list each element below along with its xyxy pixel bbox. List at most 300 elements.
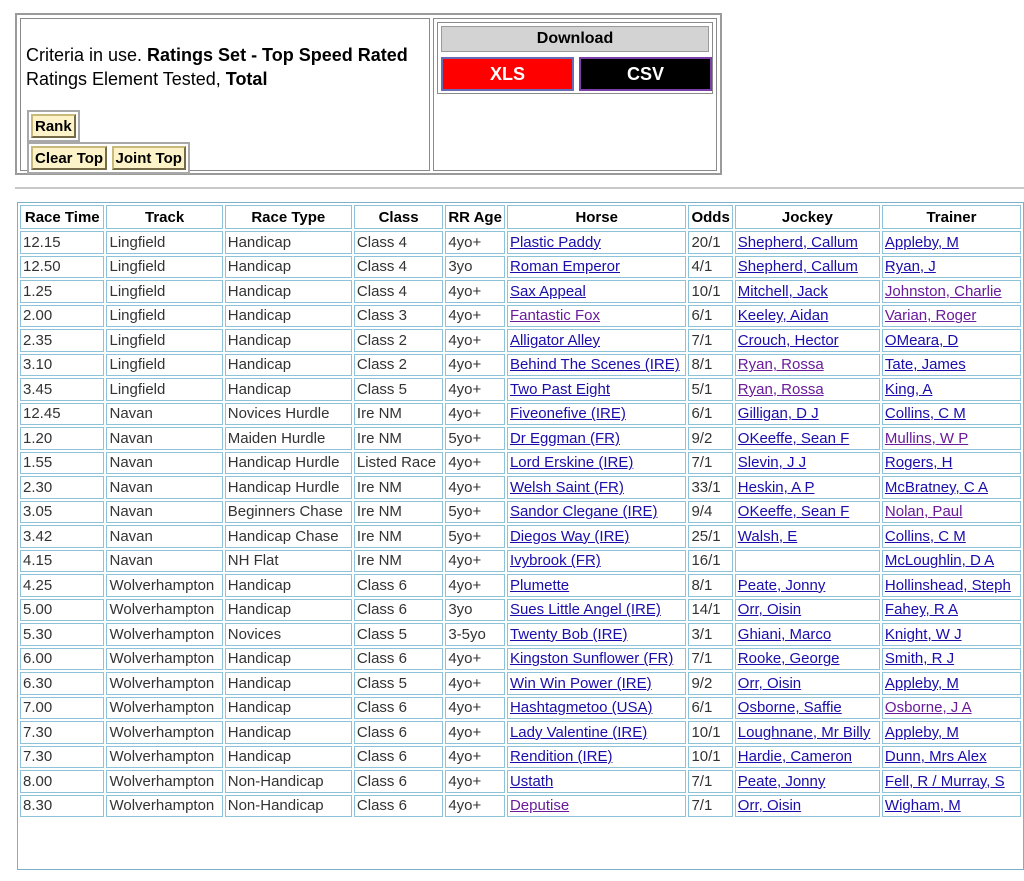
jockey-link[interactable]: Crouch, Hector — [737, 331, 839, 349]
cell-trainer — [882, 574, 1021, 597]
trainer-link[interactable]: Varian, Roger — [884, 307, 977, 325]
trainer-link[interactable]: Hollinshead, Steph — [884, 576, 1011, 594]
cell-race-time: 2.35 — [20, 329, 104, 352]
horse-link[interactable]: Plumette — [509, 576, 570, 594]
table-row — [20, 623, 1021, 646]
cell-jockey — [735, 599, 880, 622]
cell-race-time: 4.15 — [20, 550, 104, 573]
cell-trainer — [882, 501, 1021, 524]
cell-track: Wolverhampton — [106, 795, 222, 818]
cell-odds: 10/1 — [688, 280, 732, 303]
table-row — [20, 599, 1021, 622]
cell-class: Class 4 — [354, 256, 443, 279]
cell-race-time: 2.30 — [20, 476, 104, 499]
table-row — [20, 697, 1021, 720]
cell-odds: 14/1 — [688, 599, 732, 622]
cell-race-time: 12.45 — [20, 403, 104, 426]
cell-race-time: 3.10 — [20, 354, 104, 377]
jockey-link[interactable]: Keeley, Aidan — [737, 307, 829, 325]
cell-track: Wolverhampton — [106, 623, 222, 646]
trainer-link[interactable]: King, A — [884, 380, 933, 398]
cell-odds: 9/4 — [688, 501, 732, 524]
cell-race-type: Handicap — [225, 746, 352, 769]
download-inner — [437, 22, 713, 94]
horse-link[interactable]: Hashtagmetoo (USA) — [509, 699, 653, 717]
cell-race-time: 12.15 — [20, 231, 104, 254]
cell-class: Class 6 — [354, 721, 443, 744]
horse-link[interactable]: Sues Little Angel (IRE) — [509, 601, 661, 619]
cell-track: Wolverhampton — [106, 770, 222, 793]
cell-track: Wolverhampton — [106, 648, 222, 671]
table-header-row — [20, 205, 1021, 229]
cell-trainer — [882, 623, 1021, 646]
table-row — [20, 501, 1021, 524]
table-row — [20, 525, 1021, 548]
horse-link[interactable]: Dr Eggman (FR) — [509, 429, 620, 447]
jockey-link[interactable]: Ghiani, Marco — [737, 625, 832, 643]
cell-jockey — [735, 574, 880, 597]
cell-class: Ire NM — [354, 525, 443, 548]
horse-link[interactable]: Kingston Sunflower (FR) — [509, 650, 674, 668]
column-header-trainer: Trainer — [882, 205, 1021, 229]
cell-class: Ire NM — [354, 476, 443, 499]
cell-horse — [507, 672, 687, 695]
cell-horse — [507, 697, 687, 720]
cell-rr-age: 4yo+ — [445, 795, 505, 818]
cell-track: Navan — [106, 550, 222, 573]
cell-trainer — [882, 746, 1021, 769]
table-row — [20, 770, 1021, 793]
cell-track: Lingfield — [106, 231, 222, 254]
table-row — [20, 452, 1021, 475]
cell-rr-age: 4yo+ — [445, 697, 505, 720]
cell-race-type: Handicap — [225, 329, 352, 352]
cell-odds: 3/1 — [688, 623, 732, 646]
cell-rr-age: 4yo+ — [445, 231, 505, 254]
jockey-link[interactable]: Shepherd, Callum — [737, 233, 858, 251]
cell-race-type: Handicap — [225, 721, 352, 744]
cell-jockey — [735, 403, 880, 426]
cell-odds: 33/1 — [688, 476, 732, 499]
cell-jockey — [735, 648, 880, 671]
horse-link[interactable]: Fiveonefive (IRE) — [509, 405, 626, 423]
cell-race-type: NH Flat — [225, 550, 352, 573]
cell-race-type: Non-Handicap — [225, 795, 352, 818]
cell-rr-age: 4yo+ — [445, 329, 505, 352]
cell-race-time: 5.00 — [20, 599, 104, 622]
cell-track: Lingfield — [106, 280, 222, 303]
cell-trainer — [882, 721, 1021, 744]
criteria-ratings-set — [26, 45, 408, 66]
trainer-link[interactable]: Knight, W J — [884, 625, 962, 643]
cell-track: Lingfield — [106, 378, 222, 401]
horse-link[interactable]: Lord Erskine (IRE) — [509, 454, 634, 472]
jockey-link[interactable]: Orr, Oisin — [737, 674, 802, 692]
cell-class: Class 6 — [354, 770, 443, 793]
cell-jockey — [735, 231, 880, 254]
cell-jockey — [735, 501, 880, 524]
cell-race-type: Handicap — [225, 648, 352, 671]
table-row — [20, 305, 1021, 328]
jockey-link[interactable]: Ryan, Rossa — [737, 356, 824, 374]
cell-rr-age: 3yo — [445, 256, 505, 279]
cell-race-time: 7.30 — [20, 746, 104, 769]
table-body — [20, 231, 1021, 817]
cell-race-type: Handicap Hurdle — [225, 476, 352, 499]
cell-track: Wolverhampton — [106, 746, 222, 769]
cell-race-type: Non-Handicap — [225, 770, 352, 793]
trainer-link[interactable]: Nolan, Paul — [884, 503, 963, 521]
cell-race-type: Handicap Chase — [225, 525, 352, 548]
trainer-link[interactable]: Wigham, M — [884, 797, 961, 815]
trainer-link[interactable]: Rogers, H — [884, 454, 953, 472]
trainer-link[interactable]: Johnston, Charlie — [884, 282, 1002, 300]
jockey-link[interactable]: Shepherd, Callum — [737, 258, 858, 276]
cell-race-time: 1.25 — [20, 280, 104, 303]
horse-link[interactable]: Roman Emperor — [509, 258, 620, 276]
cell-trainer — [882, 280, 1021, 303]
trainer-link[interactable]: McBratney, C A — [884, 478, 988, 496]
cell-rr-age: 4yo+ — [445, 476, 505, 499]
horse-link[interactable]: Win Win Power (IRE) — [509, 674, 652, 692]
cell-odds: 7/1 — [688, 452, 732, 475]
jockey-link[interactable]: Heskin, A P — [737, 478, 815, 496]
jockey-link[interactable]: Ryan, Rossa — [737, 380, 824, 398]
cell-race-type: Handicap — [225, 697, 352, 720]
horse-link[interactable]: Behind The Scenes (IRE) — [509, 356, 680, 374]
horse-link[interactable]: Twenty Bob (IRE) — [509, 625, 628, 643]
jockey-link[interactable]: Gilligan, D J — [737, 405, 819, 423]
cell-odds: 8/1 — [688, 574, 732, 597]
cell-track: Navan — [106, 452, 222, 475]
trainer-link[interactable]: Fahey, R A — [884, 601, 958, 619]
cell-odds: 6/1 — [688, 305, 732, 328]
cell-track: Wolverhampton — [106, 721, 222, 744]
jockey-link[interactable]: OKeeffe, Sean F — [737, 503, 850, 521]
jockey-link[interactable]: OKeeffe, Sean F — [737, 429, 850, 447]
jockey-link[interactable]: Rooke, George — [737, 650, 840, 668]
trainer-link[interactable]: Mullins, W P — [884, 429, 969, 447]
cell-class: Class 6 — [354, 795, 443, 818]
table-row — [20, 378, 1021, 401]
clear-top-button[interactable]: Clear Top — [31, 146, 107, 170]
cell-race-time: 3.05 — [20, 501, 104, 524]
table-row — [20, 550, 1021, 573]
table-row — [20, 256, 1021, 279]
cell-track: Lingfield — [106, 256, 222, 279]
cell-class: Listed Race — [354, 452, 443, 475]
trainer-link[interactable]: OMeara, D — [884, 331, 959, 349]
cell-class: Ire NM — [354, 501, 443, 524]
cell-race-time: 2.00 — [20, 305, 104, 328]
cell-track: Navan — [106, 403, 222, 426]
cell-trainer — [882, 648, 1021, 671]
table-row — [20, 476, 1021, 499]
cell-rr-age: 4yo+ — [445, 746, 505, 769]
cell-odds: 6/1 — [688, 403, 732, 426]
cell-rr-age: 3yo — [445, 599, 505, 622]
horse-link[interactable]: Sax Appeal — [509, 282, 586, 300]
cell-jockey — [735, 672, 880, 695]
column-header-jockey: Jockey — [735, 205, 880, 229]
cell-odds: 10/1 — [688, 746, 732, 769]
jockey-link[interactable]: Mitchell, Jack — [737, 282, 828, 300]
cell-jockey — [735, 427, 880, 450]
cell-trainer — [882, 672, 1021, 695]
cell-horse — [507, 305, 687, 328]
cell-odds: 8/1 — [688, 354, 732, 377]
top-buttons-box — [27, 142, 190, 174]
cell-jockey — [735, 525, 880, 548]
criteria-ratings-element-value: Total — [225, 69, 268, 89]
cell-horse — [507, 770, 687, 793]
cell-trainer — [882, 697, 1021, 720]
trainer-link[interactable]: Collins, C M — [884, 405, 966, 423]
cell-odds: 6/1 — [688, 697, 732, 720]
cell-class: Class 2 — [354, 354, 443, 377]
cell-horse — [507, 452, 687, 475]
cell-trainer — [882, 525, 1021, 548]
trainer-link[interactable]: Ryan, J — [884, 258, 936, 276]
horse-link[interactable]: Sandor Clegane (IRE) — [509, 503, 658, 521]
cell-rr-age: 5yo+ — [445, 525, 505, 548]
joint-top-button[interactable]: Joint Top — [112, 146, 186, 170]
cell-horse — [507, 427, 687, 450]
cell-race-type: Handicap — [225, 305, 352, 328]
cell-race-time: 3.42 — [20, 525, 104, 548]
cell-odds: 10/1 — [688, 721, 732, 744]
cell-rr-age: 5yo+ — [445, 427, 505, 450]
cell-trainer — [882, 770, 1021, 793]
cell-horse — [507, 256, 687, 279]
cell-trainer — [882, 378, 1021, 401]
cell-class: Class 6 — [354, 574, 443, 597]
jockey-link[interactable]: Peate, Jonny — [737, 576, 826, 594]
horse-link[interactable]: Diegos Way (IRE) — [509, 527, 630, 545]
cell-race-time: 7.30 — [20, 721, 104, 744]
column-header-rr-age: RR Age — [445, 205, 505, 229]
cell-horse — [507, 280, 687, 303]
jockey-link[interactable]: Loughnane, Mr Billy — [737, 723, 871, 741]
trainer-link[interactable]: McLoughlin, D A — [884, 552, 995, 570]
download-title: Download — [441, 26, 709, 52]
cell-rr-age: 4yo+ — [445, 378, 505, 401]
cell-jockey — [735, 256, 880, 279]
column-header-horse: Horse — [507, 205, 687, 229]
cell-race-type: Novices — [225, 623, 352, 646]
table-row — [20, 746, 1021, 769]
cell-jockey — [735, 623, 880, 646]
cell-rr-age: 4yo+ — [445, 672, 505, 695]
trainer-link[interactable]: Tate, James — [884, 356, 966, 374]
column-header-race-time: Race Time — [20, 205, 104, 229]
cell-horse — [507, 476, 687, 499]
cell-horse — [507, 525, 687, 548]
criteria-ratings-element — [26, 69, 267, 90]
cell-class: Ire NM — [354, 403, 443, 426]
cell-rr-age: 3-5yo — [445, 623, 505, 646]
cell-race-time: 3.45 — [20, 378, 104, 401]
jockey-link[interactable]: Orr, Oisin — [737, 797, 802, 815]
criteria-box — [20, 18, 430, 171]
cell-class: Class 6 — [354, 599, 443, 622]
trainer-link[interactable]: Dunn, Mrs Alex — [884, 748, 987, 766]
jockey-link[interactable]: Orr, Oisin — [737, 601, 802, 619]
cell-race-time: 1.55 — [20, 452, 104, 475]
cell-horse — [507, 550, 687, 573]
cell-odds: 7/1 — [688, 329, 732, 352]
cell-race-time: 7.00 — [20, 697, 104, 720]
cell-track: Lingfield — [106, 354, 222, 377]
cell-trainer — [882, 329, 1021, 352]
cell-trainer — [882, 599, 1021, 622]
results-table — [18, 203, 1023, 819]
cell-class: Ire NM — [354, 550, 443, 573]
cell-race-time: 6.30 — [20, 672, 104, 695]
cell-rr-age: 4yo+ — [445, 770, 505, 793]
cell-rr-age: 4yo+ — [445, 280, 505, 303]
table-row — [20, 427, 1021, 450]
horse-link[interactable]: Deputise — [509, 797, 570, 815]
cell-race-type: Novices Hurdle — [225, 403, 352, 426]
trainer-link[interactable]: Appleby, M — [884, 723, 959, 741]
cell-race-time: 12.50 — [20, 256, 104, 279]
jockey-link[interactable]: Osborne, Saffie — [737, 699, 842, 717]
cell-race-type: Handicap — [225, 354, 352, 377]
cell-rr-age: 4yo+ — [445, 354, 505, 377]
trainer-link[interactable]: Appleby, M — [884, 674, 959, 692]
criteria-panel — [15, 13, 722, 175]
horse-link[interactable]: Two Past Eight — [509, 380, 611, 398]
trainer-link[interactable]: Fell, R / Murray, S — [884, 772, 1005, 790]
cell-horse — [507, 599, 687, 622]
cell-odds: 4/1 — [688, 256, 732, 279]
cell-horse — [507, 231, 687, 254]
cell-race-type: Handicap — [225, 599, 352, 622]
cell-jockey — [735, 550, 880, 573]
cell-horse — [507, 378, 687, 401]
results-table-wrap — [17, 202, 1024, 870]
cell-track: Navan — [106, 427, 222, 450]
table-row — [20, 574, 1021, 597]
cell-track: Navan — [106, 525, 222, 548]
cell-jockey — [735, 721, 880, 744]
cell-trainer — [882, 550, 1021, 573]
cell-trainer — [882, 476, 1021, 499]
cell-rr-age: 4yo+ — [445, 721, 505, 744]
trainer-link[interactable]: Smith, R J — [884, 650, 955, 668]
cell-race-type: Handicap — [225, 256, 352, 279]
cell-class: Class 5 — [354, 672, 443, 695]
horse-link[interactable]: Rendition (IRE) — [509, 748, 613, 766]
cell-trainer — [882, 305, 1021, 328]
horse-link[interactable]: Ustath — [509, 772, 554, 790]
cell-horse — [507, 354, 687, 377]
jockey-link[interactable]: Hardie, Cameron — [737, 748, 853, 766]
cell-jockey — [735, 697, 880, 720]
horse-link[interactable]: Alligator Alley — [509, 331, 600, 349]
jockey-link[interactable]: Peate, Jonny — [737, 772, 826, 790]
download-panel — [433, 18, 717, 171]
criteria-prefix-2: Ratings Element Tested, — [26, 69, 226, 89]
column-header-odds: Odds — [688, 205, 732, 229]
horse-link[interactable]: Lady Valentine (IRE) — [509, 723, 648, 741]
cell-race-time: 5.30 — [20, 623, 104, 646]
table-row — [20, 672, 1021, 695]
table-row — [20, 329, 1021, 352]
cell-jockey — [735, 280, 880, 303]
cell-horse — [507, 329, 687, 352]
cell-rr-age: 5yo+ — [445, 501, 505, 524]
cell-trainer — [882, 795, 1021, 818]
cell-odds: 7/1 — [688, 770, 732, 793]
table-row — [20, 231, 1021, 254]
cell-odds: 9/2 — [688, 672, 732, 695]
cell-class: Ire NM — [354, 427, 443, 450]
cell-odds: 9/2 — [688, 427, 732, 450]
cell-class: Class 2 — [354, 329, 443, 352]
cell-rr-age: 4yo+ — [445, 550, 505, 573]
xls-download-button[interactable]: XLS — [441, 57, 574, 91]
cell-odds: 20/1 — [688, 231, 732, 254]
csv-download-button[interactable]: CSV — [579, 57, 712, 91]
cell-track: Wolverhampton — [106, 599, 222, 622]
rank-button[interactable]: Rank — [31, 114, 76, 138]
rank-button-box — [27, 110, 80, 142]
cell-class: Class 5 — [354, 378, 443, 401]
cell-race-type: Handicap — [225, 574, 352, 597]
cell-odds: 16/1 — [688, 550, 732, 573]
cell-rr-age: 4yo+ — [445, 403, 505, 426]
jockey-link[interactable]: Slevin, J J — [737, 454, 807, 472]
horse-link[interactable]: Welsh Saint (FR) — [509, 478, 624, 496]
jockey-link[interactable]: Walsh, E — [737, 527, 798, 545]
cell-rr-age: 4yo+ — [445, 574, 505, 597]
cell-horse — [507, 721, 687, 744]
cell-jockey — [735, 378, 880, 401]
criteria-prefix-1: Criteria in use. — [26, 45, 148, 65]
horse-link[interactable]: Plastic Paddy — [509, 233, 601, 251]
cell-race-type: Handicap — [225, 231, 352, 254]
cell-jockey — [735, 770, 880, 793]
cell-class: Class 5 — [354, 623, 443, 646]
horse-link[interactable]: Ivybrook (FR) — [509, 552, 601, 570]
criteria-ratings-set-value: Ratings Set - Top Speed Rated — [147, 45, 408, 65]
table-row — [20, 648, 1021, 671]
trainer-link[interactable]: Appleby, M — [884, 233, 959, 251]
cell-race-type: Handicap — [225, 280, 352, 303]
cell-trainer — [882, 256, 1021, 279]
table-row — [20, 795, 1021, 818]
cell-race-type: Handicap Hurdle — [225, 452, 352, 475]
trainer-link[interactable]: Collins, C M — [884, 527, 966, 545]
cell-odds: 25/1 — [688, 525, 732, 548]
cell-rr-age: 4yo+ — [445, 305, 505, 328]
divider — [15, 187, 1024, 189]
table-row — [20, 280, 1021, 303]
cell-odds: 7/1 — [688, 648, 732, 671]
column-header-race-type: Race Type — [225, 205, 352, 229]
cell-class: Class 3 — [354, 305, 443, 328]
cell-odds: 5/1 — [688, 378, 732, 401]
cell-race-time: 4.25 — [20, 574, 104, 597]
cell-track: Lingfield — [106, 329, 222, 352]
trainer-link[interactable]: Osborne, J A — [884, 699, 972, 717]
cell-track: Navan — [106, 501, 222, 524]
horse-link[interactable]: Fantastic Fox — [509, 307, 600, 325]
cell-track: Wolverhampton — [106, 672, 222, 695]
cell-jockey — [735, 354, 880, 377]
